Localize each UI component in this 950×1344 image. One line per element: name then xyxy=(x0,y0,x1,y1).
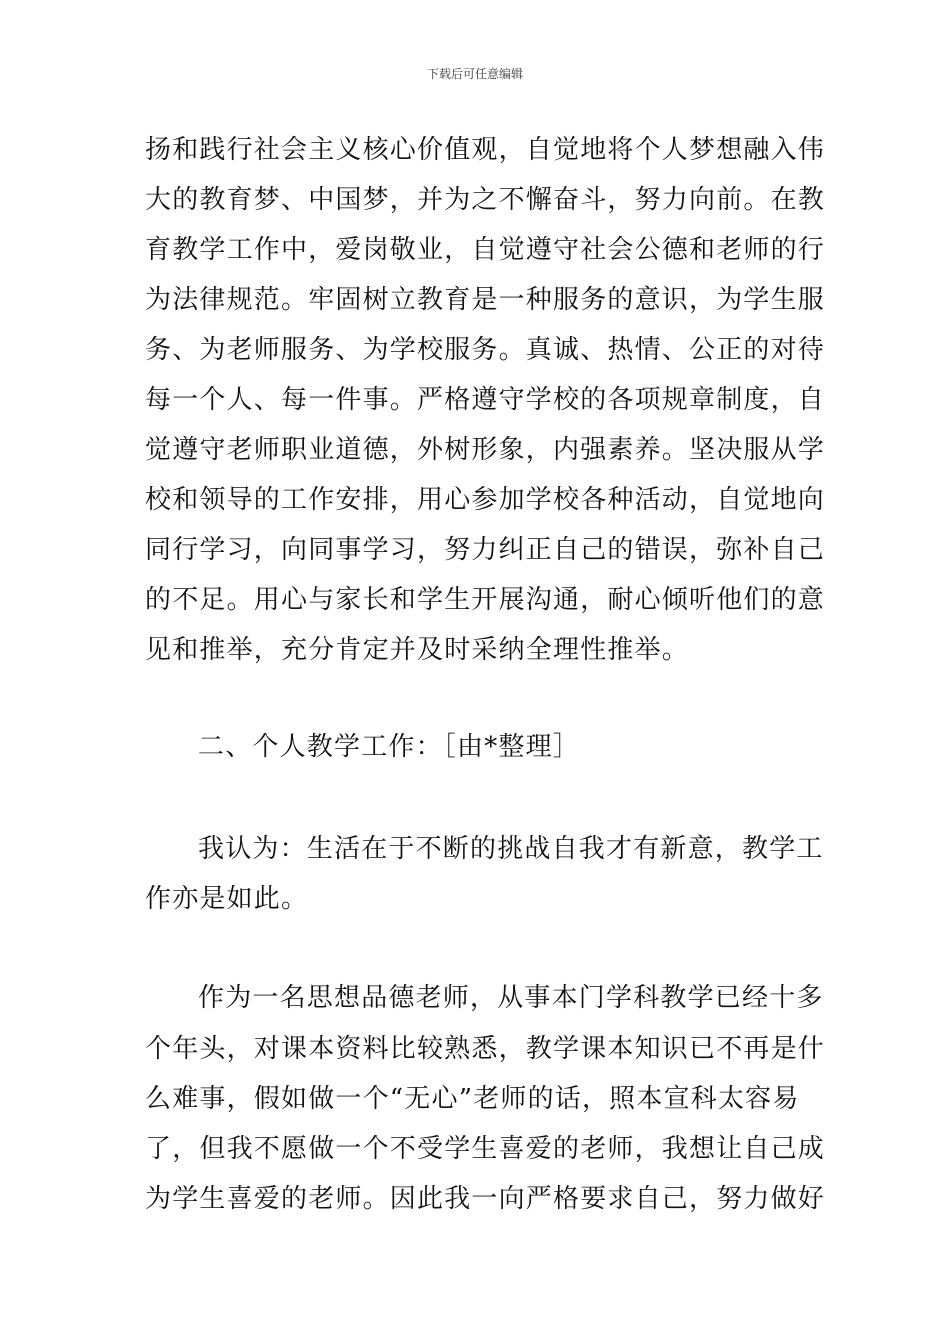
paragraph-2-line-2: 作亦是如此。 xyxy=(145,884,309,914)
page-header: 下载后可任意编辑 xyxy=(426,67,523,81)
paragraph-1-line-1: 扬和践行社会主义核心价值观，自觉地将个人梦想融入伟 xyxy=(145,135,826,165)
paragraph-3-line-3: 么难事，假如做一个“无心”老师的话，照本宣科太容易 xyxy=(145,1084,800,1114)
paragraph-1-line-9: 同行学习，向同事学习，努力纠正自己的错误，弥补自己 xyxy=(145,535,826,565)
paragraph-1-line-8: 校和领导的工作安排，用心参加学校各种活动，自觉地向 xyxy=(145,485,826,515)
paragraph-3-line-4: 了，但我不愿做一个不受学生喜爱的老师，我想让自己成 xyxy=(145,1134,826,1164)
section-heading: 二、个人教学工作：［由*整理］ xyxy=(198,732,581,762)
paragraph-3-line-1: 作为一名思想品德老师，从事本门学科教学已经十多 xyxy=(198,983,824,1013)
paragraph-3-line-2: 个年头，对课本资料比较熟悉，教学课本知识已不再是什 xyxy=(145,1034,826,1064)
paragraph-1-line-2: 大的教育梦、中国梦，并为之不懈奋斗，努力向前。在教 xyxy=(145,185,826,215)
paragraph-1-line-3: 育教学工作中，爱岗敬业，自觉遵守社会公德和老师的行 xyxy=(145,235,826,265)
paragraph-1-line-5: 务、为老师服务、为学校服务。真诚、热情、公正的对待 xyxy=(145,335,826,365)
paragraph-1-line-6: 每一个人、每一件事。严格遵守学校的各项规章制度，自 xyxy=(145,385,826,415)
paragraph-2-line-1: 我认为：生活在于不断的挑战自我才有新意，教学工 xyxy=(198,834,824,864)
paragraph-1-line-4: 为法律规范。牢固树立教育是一种服务的意识，为学生服 xyxy=(145,285,826,315)
paragraph-1-line-10: 的不足。用心与家长和学生开展沟通，耐心倾听他们的意 xyxy=(145,585,826,615)
paragraph-3-line-5: 为学生喜爱的老师。因此我一向严格要求自己，努力做好 xyxy=(145,1184,826,1214)
paragraph-1-line-7: 觉遵守老师职业道德，外树形象，内强素养。坚决服从学 xyxy=(145,435,826,465)
paragraph-1-line-11: 见和推举，充分肯定并及时采纳全理性推举。 xyxy=(145,635,690,665)
